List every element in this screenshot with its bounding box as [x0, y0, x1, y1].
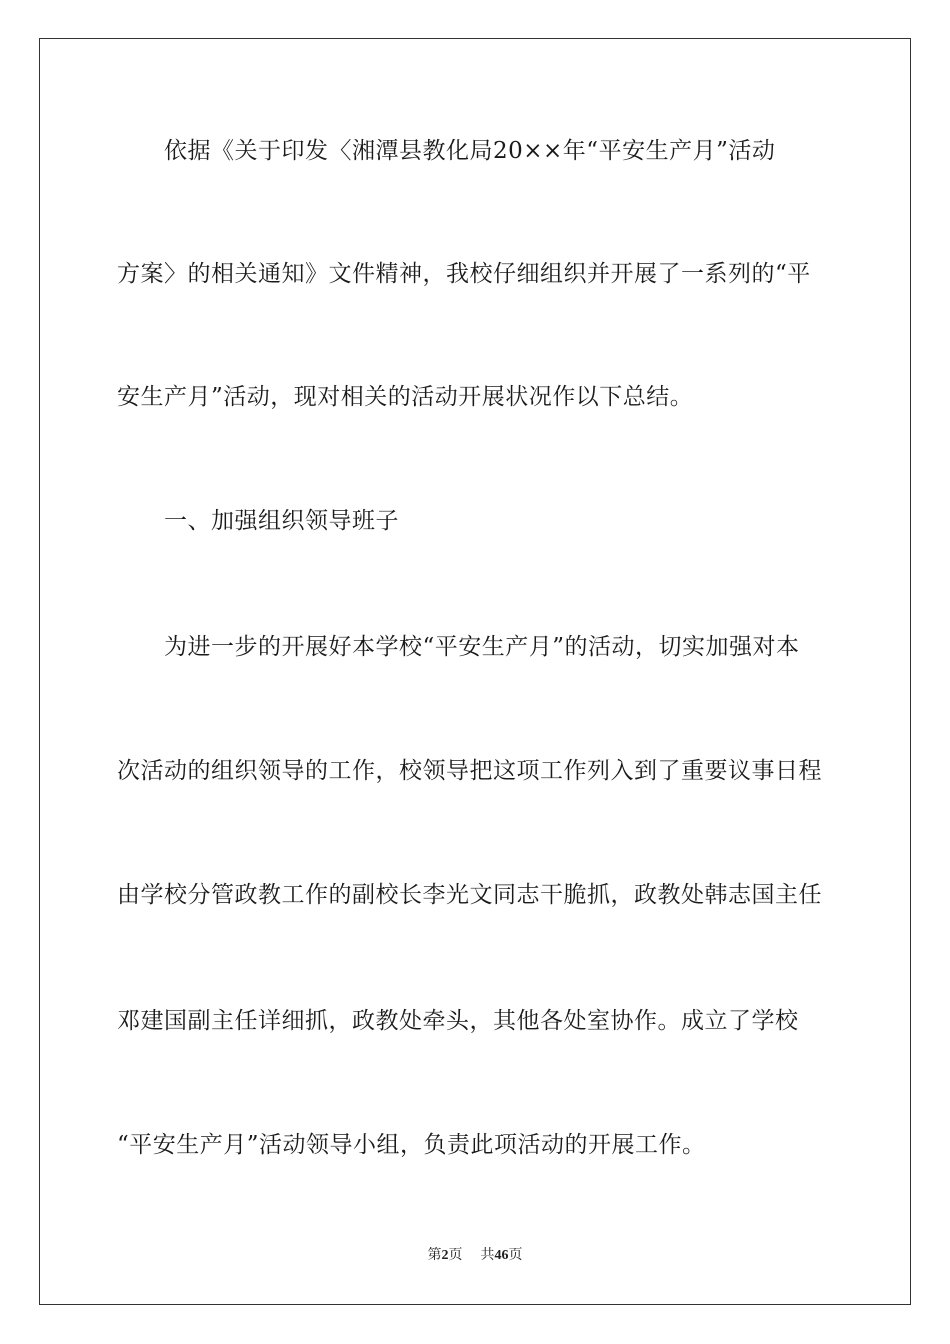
footer-total-prefix: 共 [480, 1248, 495, 1263]
paragraph-2-line-4: 邓建国副主任详细抓，政教处牵头，其他各处室协作。成立了学校 [117, 1008, 799, 1034]
paragraph-2-line-5: “平安生产月”活动领导小组，负责此项活动的开展工作。 [117, 1132, 706, 1158]
footer-page-number: 2 [441, 1248, 449, 1263]
page-footer [0, 1247, 950, 1265]
section-heading: 一、加强组织领导班子 [164, 508, 399, 534]
paragraph-1-line-2: 方案〉的相关通知》文件精神，我校仔细组织并开展了一系列的“平 [117, 261, 811, 287]
paragraph-1-line-1: 依据《关于印发〈湘潭县教化局20××年“平安生产月”活动 [164, 138, 776, 164]
paragraph-2-line-3: 由学校分管政教工作的副校长李光文同志干脆抓，政教处韩志国主任 [117, 882, 822, 908]
paragraph-2-line-2: 次活动的组织领导的工作，校领导把这项工作列入到了重要议事日程 [117, 758, 822, 784]
page-border [39, 38, 911, 1305]
footer-total-pages: 46 [494, 1248, 509, 1263]
footer-page-suffix: 页 [448, 1248, 463, 1263]
footer-total-suffix: 页 [508, 1248, 523, 1263]
paragraph-2-line-1: 为进一步的开展好本学校“平安生产月”的活动，切实加强对本 [164, 634, 800, 660]
footer-page-prefix: 第 [427, 1248, 442, 1263]
paragraph-1-line-3: 安生产月”活动，现对相关的活动开展状况作以下总结。 [117, 384, 694, 410]
